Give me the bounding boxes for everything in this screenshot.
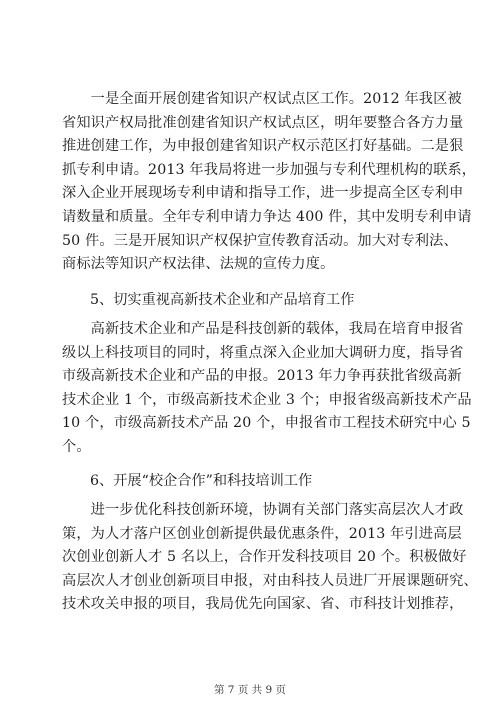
text-line: 策，为人才落户区创业创新提供最优惠条件，2013 年引进高层	[62, 525, 462, 542]
text-line: 省知识产权局批准创建省知识产权试点区，明年要整合各方力量	[62, 114, 464, 131]
section-heading-6: 6、开展“校企合作”和科技培训工作	[90, 473, 313, 489]
paragraph-school-enterprise	[62, 499, 478, 617]
text-line: 市级高新技术企业和产品的申报。2013 年力争再获批省级高新	[62, 368, 462, 385]
text-line: 技术攻关申报的项目，我局优先向国家、省、市科技计划推荐，	[62, 596, 464, 613]
text-line: 抓专利申请。2013 年我局将进一步加强与专利代理机构的联系，	[62, 161, 477, 178]
text-line: 请数量和质量。全年专利申请力争达 400 件，其中发明专利申请	[62, 208, 472, 225]
paragraph-ip-pilot	[62, 88, 477, 277]
text-line: 个。	[62, 438, 91, 455]
text-line: 深入企业开展现场专利申请和指导工作，进一步提高全区专利申	[62, 185, 464, 202]
text-line: 推进创建工作，为申报创建省知识产权示范区打好基础。二是狠	[62, 138, 464, 155]
text-line: 高层次人才创业创新项目申报，对由科技人员进厂开展课题研究、	[62, 572, 478, 589]
text-line: 次创业创新人才 5 名以上，合作开发科技项目 20 个。积极做好	[62, 549, 467, 566]
page-number-footer: 第 7 页 共 9 页	[213, 684, 287, 696]
text-line: 商标法等知识产权法律、法规的宣传力度。	[62, 256, 335, 273]
text-line: 一是全面开展创建省知识产权试点区工作。2012 年我区被	[62, 91, 462, 107]
text-line: 技术企业 1 个，市级高新技术企业 3 个；申报省级高新技术产品	[62, 391, 472, 408]
paragraph-hightech	[62, 318, 472, 460]
text-line: 50 件。三是开展知识产权保护宣传教育活动。加大对专利法、	[62, 232, 458, 249]
text-line: 高新技术企业和产品是科技创新的载体，我局在培育申报省	[62, 321, 464, 337]
section-heading-5: 5、切实重视高新技术企业和产品培育工作	[90, 292, 355, 308]
text-line: 级以上科技项目的同时，将重点深入企业加大调研力度，指导省	[62, 344, 464, 361]
text-line: 10 个，市级高新技术产品 20 个，申报省市工程技术研究中心 5	[62, 415, 471, 432]
text-line: 进一步优化科技创新环境，协调有关部门落实高层次人才政	[62, 502, 464, 518]
